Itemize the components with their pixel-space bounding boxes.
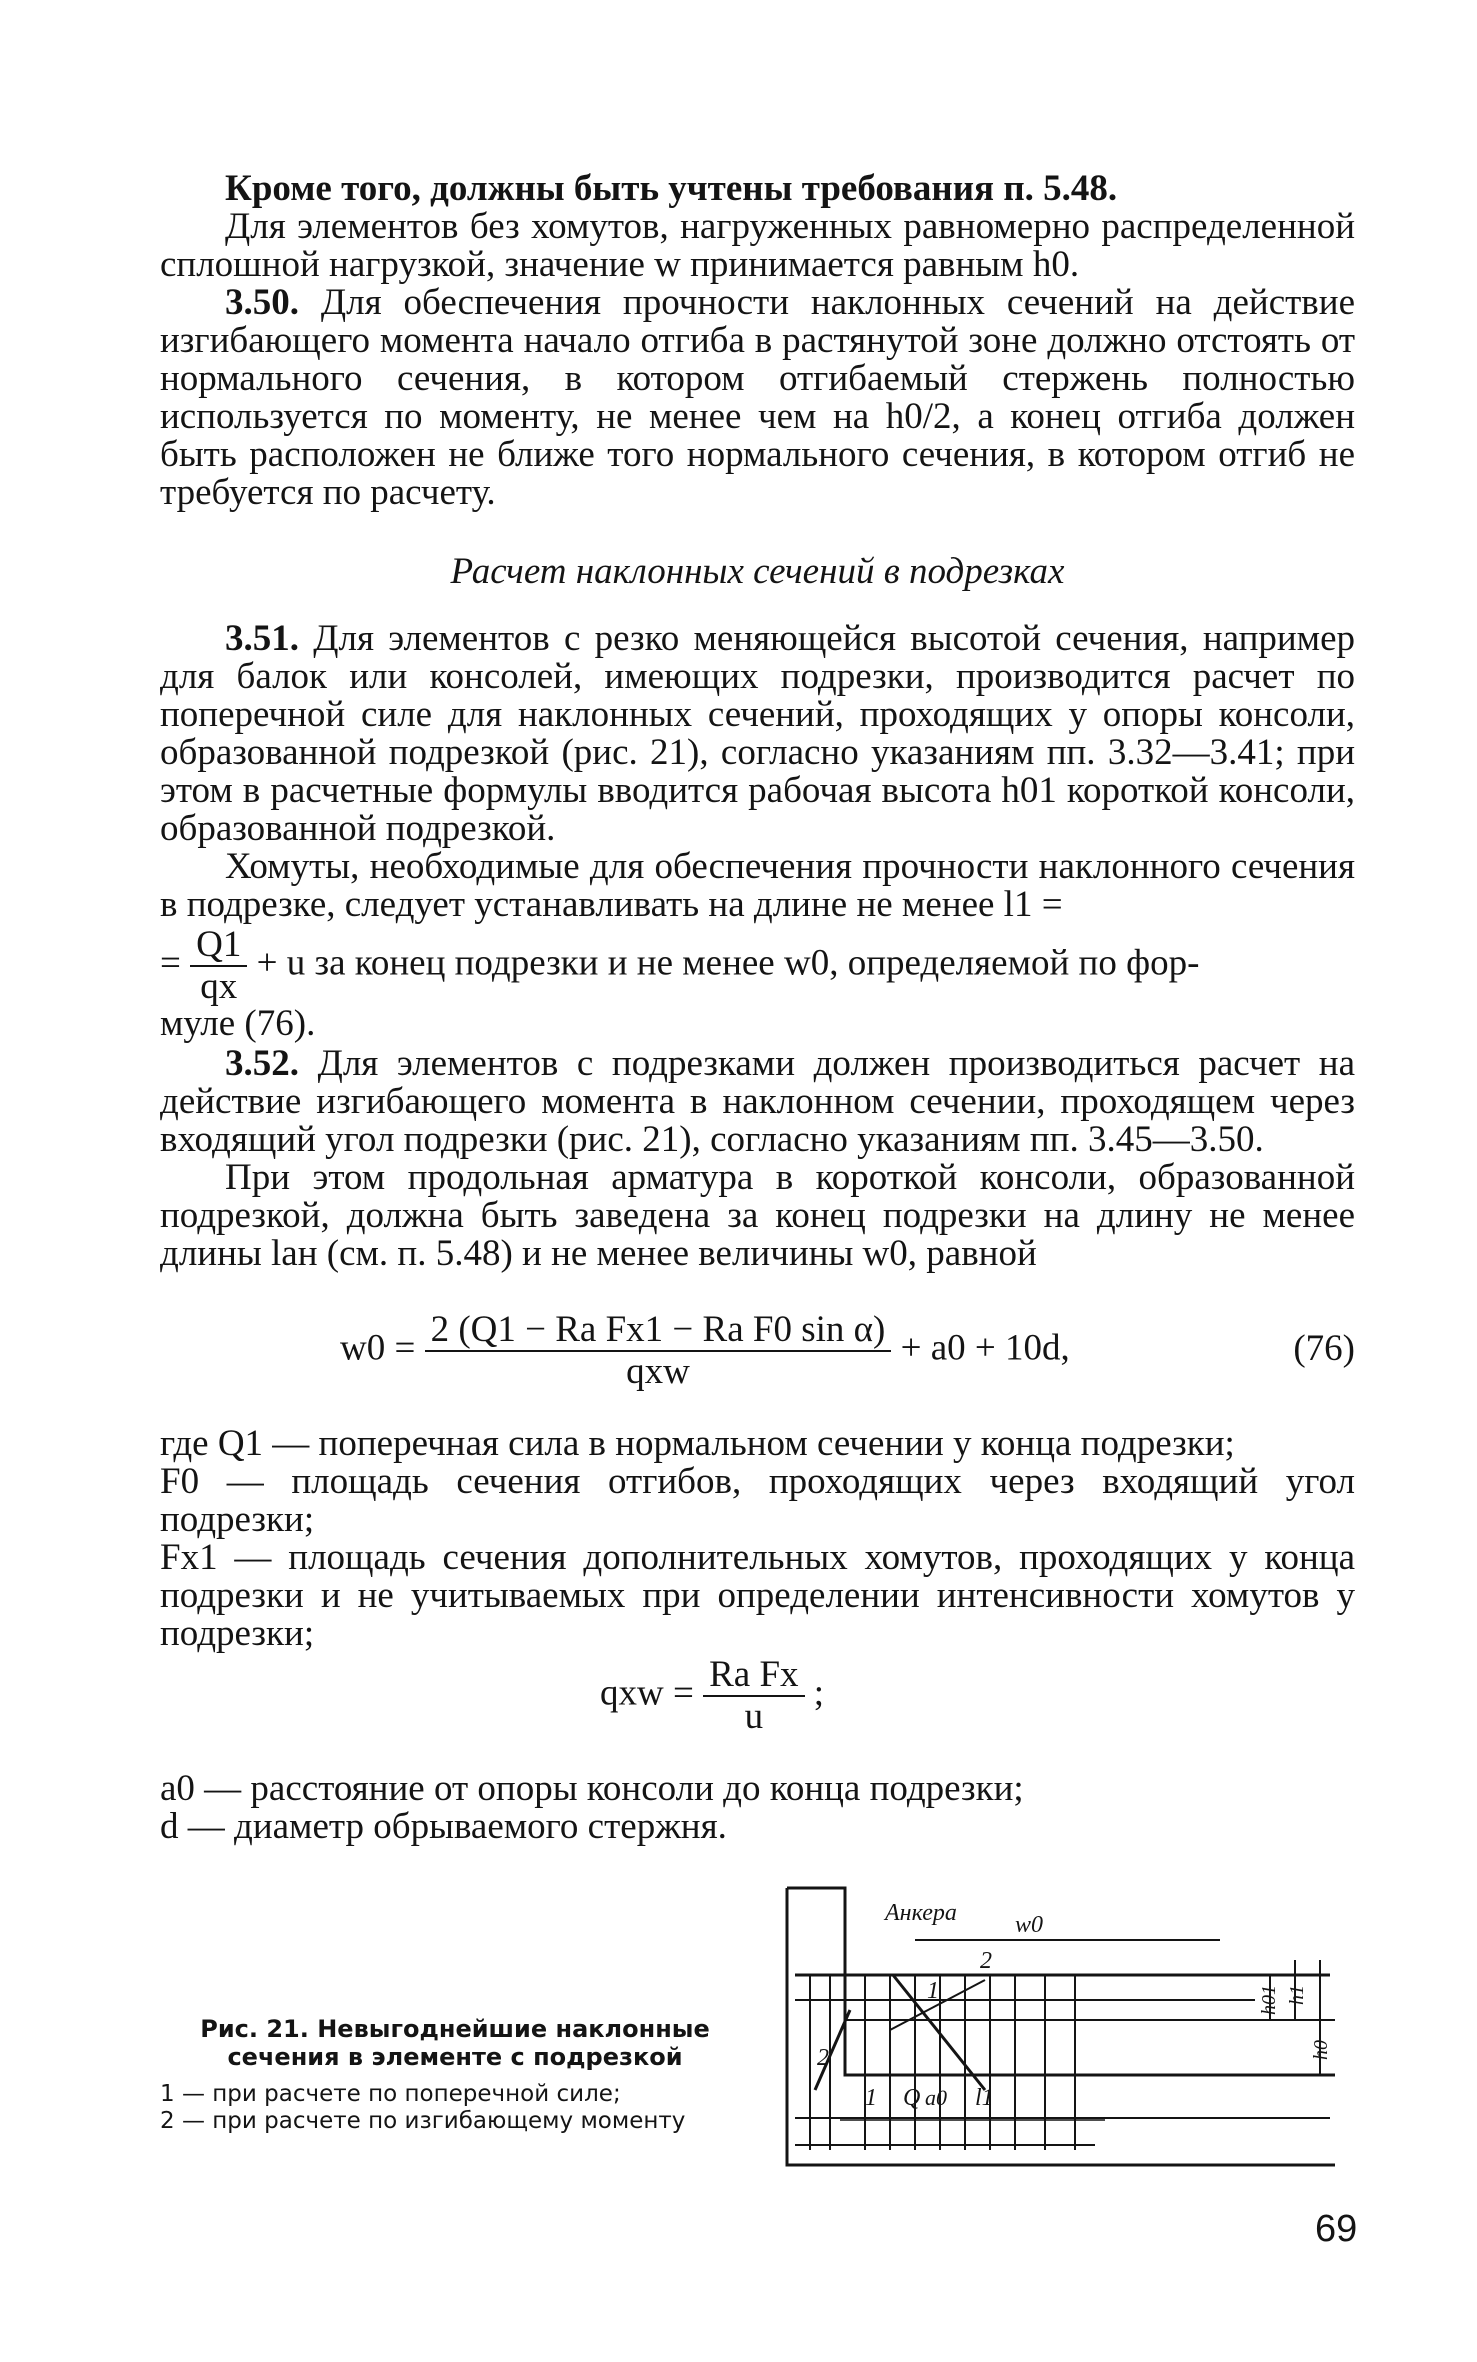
clause-number: 3.50.: [225, 282, 299, 323]
paragraph-3-52: [160, 1045, 1355, 1159]
label-2-left: 2: [817, 2045, 829, 2071]
label-a0: a0: [925, 2085, 947, 2110]
beam-outline-bottom: [787, 1888, 1335, 2165]
formula-ref-line: муле (76).: [160, 1003, 316, 1044]
l1-formula-line: = $\frac{Q1}{qx}$ + u за конец подрезки и не менее w0, определяемой по фор-: [160, 924, 1200, 1007]
label-l1: l1: [975, 2085, 994, 2111]
label-ankera: Анкера: [885, 1900, 957, 1926]
formula-76-fraction: [425, 1310, 892, 1392]
formula-76: [340, 1310, 1355, 1392]
formula-qxw-numerator: Ra Fx: [703, 1655, 804, 1697]
formula-qxw-denominator: u: [744, 1696, 764, 1737]
paragraph-anchorage: При этом продольная арматура в короткой консоли, образованной подрезкой, должна быть заведена за конец подрезки на длину не менее длины lан (см. п. 5.48) и не менее величины w0, равной: [160, 1157, 1355, 1274]
top-block: [160, 170, 1355, 512]
l1-fraction: [190, 925, 247, 1007]
definition-fx1: Fx1 — площадь сечения дополнительных хомутов, проходящих у конца подрезки и не учитываемых при определении интенсивности хомутов у подрезки;: [160, 1537, 1355, 1654]
formula-76-lhs: w0 =: [340, 1327, 416, 1369]
l1-tail: + u за конец подрезки и не менее w0, определяемой по фор-: [256, 942, 1200, 984]
paragraph-3-51: [160, 620, 1355, 848]
figure-title: Рис. 21. Невыгоднейшие наклонные сечения в элементе с подрезкой: [200, 2015, 710, 2071]
label-q: Q: [903, 2085, 921, 2111]
definition-d: d — диаметр обрываемого стержня.: [160, 1806, 727, 1847]
l1-denominator: qx: [200, 966, 238, 1007]
definition-f0: F0 — площадь сечения отгибов, проходящих через входящий угол подрезки;: [160, 1461, 1355, 1540]
figure-caption: [160, 2015, 750, 2135]
page-number: 69: [1315, 2208, 1358, 2250]
label-h01: h01: [1258, 1985, 1280, 2015]
paragraph-no-stirrups: Для элементов без хомутов, нагруженных равномерно распределенной сплошной нагрузкой, значение w принимается равным h0.: [160, 206, 1355, 285]
label-h1: h1: [1286, 1985, 1308, 2005]
paragraph-stirrups: Хомуты, необходимые для обеспечения прочности наклонного сечения в подрезке, следует устанавливать на длине не менее l1 =: [160, 846, 1355, 925]
clause-3-52: [160, 1045, 1355, 1273]
definitions: [160, 1425, 1355, 1653]
label-w0: w0: [1015, 1912, 1044, 1938]
clause-text: Для обеспечения прочности наклонных сечений на действие изгибающего момента начало отгиба в растянутой зоне должно отстоять от нормального сечения, в котором отгибаемый стержень полностью используется по моменту, не менее чем на h0/2, а конец отгиба должен быть расположен не ближе того нормального сечения, в котором отгиб не требуется по расчету.: [160, 282, 1355, 513]
definitions-2: [160, 1770, 1355, 1846]
formula-qxw-tail: ;: [813, 1672, 825, 1714]
formula-76-label: (76): [1293, 1328, 1355, 1369]
clause-text: Для элементов с резко меняющейся высотой сечения, например для балок или консолей, имеющих подрезки, производится расчет по поперечной силе для наклонных сечений, проходящих у опоры консоли, образованной подрезкой (рис. 21), согласно указаниям пп. 3.32—3.41; при этом в расчетные формулы вводится рабочая высота h01 короткой консоли, образованной подрезкой.: [160, 618, 1356, 849]
formula-76-denominator: qxw: [626, 1351, 690, 1392]
clause-number: 3.52.: [225, 1043, 299, 1084]
l1-numerator: Q1: [190, 925, 247, 967]
label-h0: h0: [1310, 2040, 1332, 2060]
formula-qxw-lhs: qxw =: [600, 1672, 694, 1714]
clause-3-51: [160, 620, 1355, 924]
label-1-bottom: 1: [865, 2085, 877, 2111]
legend-item-2: 2 — при расчете по изгибающему моменту: [160, 2108, 686, 2134]
label-2-top: 2: [980, 1948, 992, 1974]
legend-item-1: 1 — при расчете по поперечной силе;: [160, 2081, 621, 2107]
formula-qxw: [600, 1655, 1000, 1737]
formula-76-tail: + a0 + 10d,: [900, 1327, 1070, 1369]
clause-text: Для элементов с подрезками должен производиться расчет на действие изгибающего момента в наклонном сечении, проходящем через входящий угол подрезки (рис. 21), согласно указаниям пп. 3.45—3.50.: [160, 1043, 1355, 1160]
definition-q1: где Q1 — поперечная сила в нормальном сечении у конца подрезки;: [160, 1423, 1235, 1464]
beam-outline-top: [787, 1888, 1335, 2075]
definition-a0: a0 — расстояние от опоры консоли до конца подрезки;: [160, 1768, 1024, 1809]
formula-76-numerator: 2 (Q1 − Ra Fx1 − Ra F0 sin α): [425, 1310, 892, 1352]
paragraph-3-50: [160, 284, 1355, 512]
clause-number: 3.51.: [225, 618, 299, 659]
section-heading: Расчет наклонных сечений в подрезках: [450, 551, 1065, 592]
formula-qxw-fraction: [703, 1655, 804, 1737]
requirement-line: Кроме того, должны быть учтены требования п. 5.48.: [225, 168, 1118, 209]
label-1-top: 1: [927, 1978, 939, 2004]
figure-21-drawing: [775, 1880, 1360, 2180]
figure-legend: [160, 2081, 750, 2135]
